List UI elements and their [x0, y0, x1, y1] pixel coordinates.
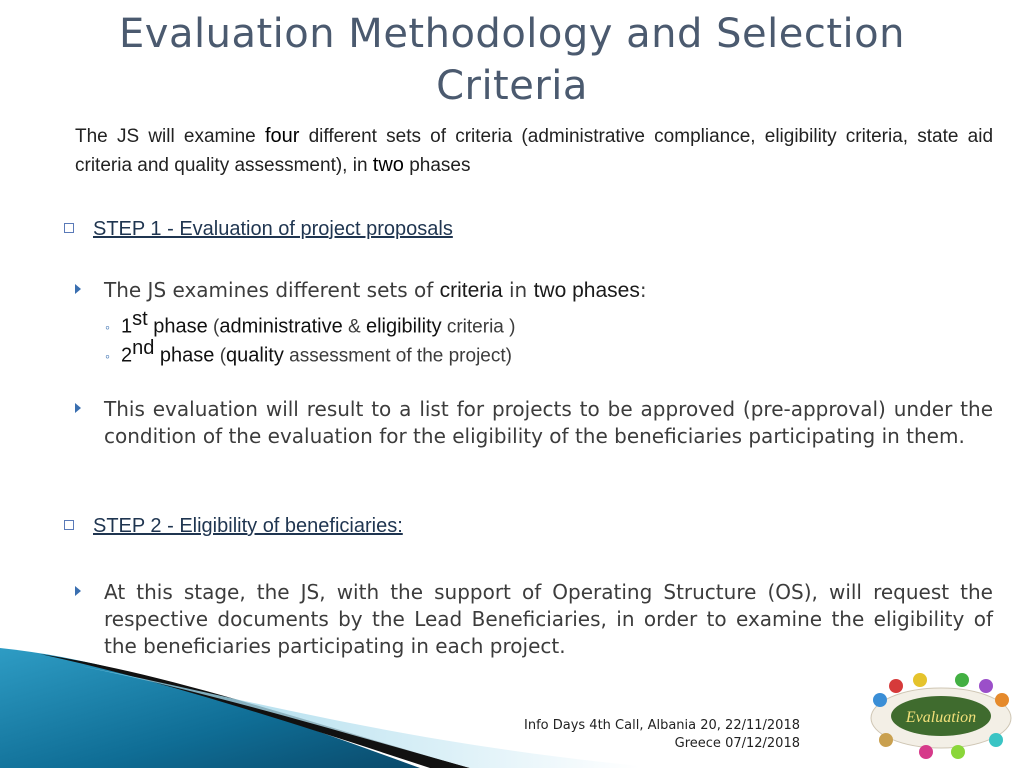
bullet-stage-request-text: At this stage, the JS, with the support of Operating Structure (OS), will request the respective documents by the Lead Beneficiaries, in order to examine the eligibility of the beneficiaries participating in each project. — [104, 580, 993, 658]
footer-info — [524, 717, 800, 753]
sub-bullet-phase-2 — [105, 335, 512, 370]
triangle-bullet-icon — [75, 284, 81, 294]
bullet-criteria-emph-2: two phases — [533, 279, 640, 302]
square-bullet-icon — [64, 520, 74, 530]
intro-emphasis-two: two — [372, 154, 404, 176]
bullet-criteria-text-3: : — [639, 278, 647, 302]
intro-emphasis-four: four — [264, 125, 300, 147]
circle-bullet-icon: ◦ — [105, 348, 110, 365]
bullet-evaluation-result-text: This evaluation will result to a list for projects to be approved (pre-approval) under the condition of the evaluation for the eligibility of the beneficiaries participating in them. — [104, 397, 993, 448]
phase-2-emph-1: quality — [226, 344, 284, 367]
phase-2-text-2: assessment of the project) — [283, 345, 512, 367]
intro-text-3: phases — [403, 155, 471, 176]
phase-1-word: phase — [147, 315, 208, 338]
intro-text-1: The JS will examine — [75, 126, 265, 147]
phase-2-text-1: ( — [214, 345, 227, 367]
triangle-bullet-icon — [75, 403, 81, 413]
evaluation-logo — [866, 670, 1016, 760]
phase-1-number: 1 — [121, 315, 133, 338]
phase-1-text-3: criteria ) — [441, 316, 516, 338]
phase-2-word: phase — [154, 344, 215, 367]
step-1-label: STEP 1 - Evaluation of project proposals — [93, 218, 453, 240]
logo-label: Evaluation — [905, 709, 977, 726]
step-2-label: STEP 2 - Eligibility of beneficiaries: — [93, 515, 403, 537]
phase-1-emph-2: eligibility — [365, 315, 442, 338]
step-1-heading — [64, 216, 453, 242]
footer-line-1: Info Days 4th Call, Albania 20, 22/11/2018 — [524, 718, 800, 733]
step-2-heading — [64, 513, 403, 539]
phase-2-ordinal: nd — [132, 337, 155, 359]
circle-bullet-icon: ◦ — [105, 319, 110, 336]
phase-1-emph-1: administrative — [219, 315, 343, 338]
footer-line-2: Greece 07/12/2018 — [674, 736, 800, 751]
bullet-criteria-emph-1: criteria — [439, 279, 503, 302]
bullet-criteria — [75, 277, 993, 304]
triangle-bullet-icon — [75, 586, 81, 596]
phase-1-text-1: ( — [207, 316, 220, 338]
phase-1-ordinal: st — [132, 308, 148, 330]
bullet-evaluation-result — [75, 396, 993, 450]
phase-1-text-2: & — [342, 316, 366, 338]
page-title: Evaluation Methodology and Selection Criteria — [119, 11, 905, 109]
intro-paragraph — [75, 122, 993, 180]
phase-2-number: 2 — [121, 344, 133, 367]
bullet-criteria-text-2: in — [502, 278, 534, 302]
square-bullet-icon — [64, 223, 74, 233]
bullet-criteria-text-1: The JS examines different sets of — [104, 278, 440, 302]
intro-text-2: different sets of criteria (administrative compliance, eligibility criteria, state aid criteria and quality assessment), in — [75, 126, 994, 176]
